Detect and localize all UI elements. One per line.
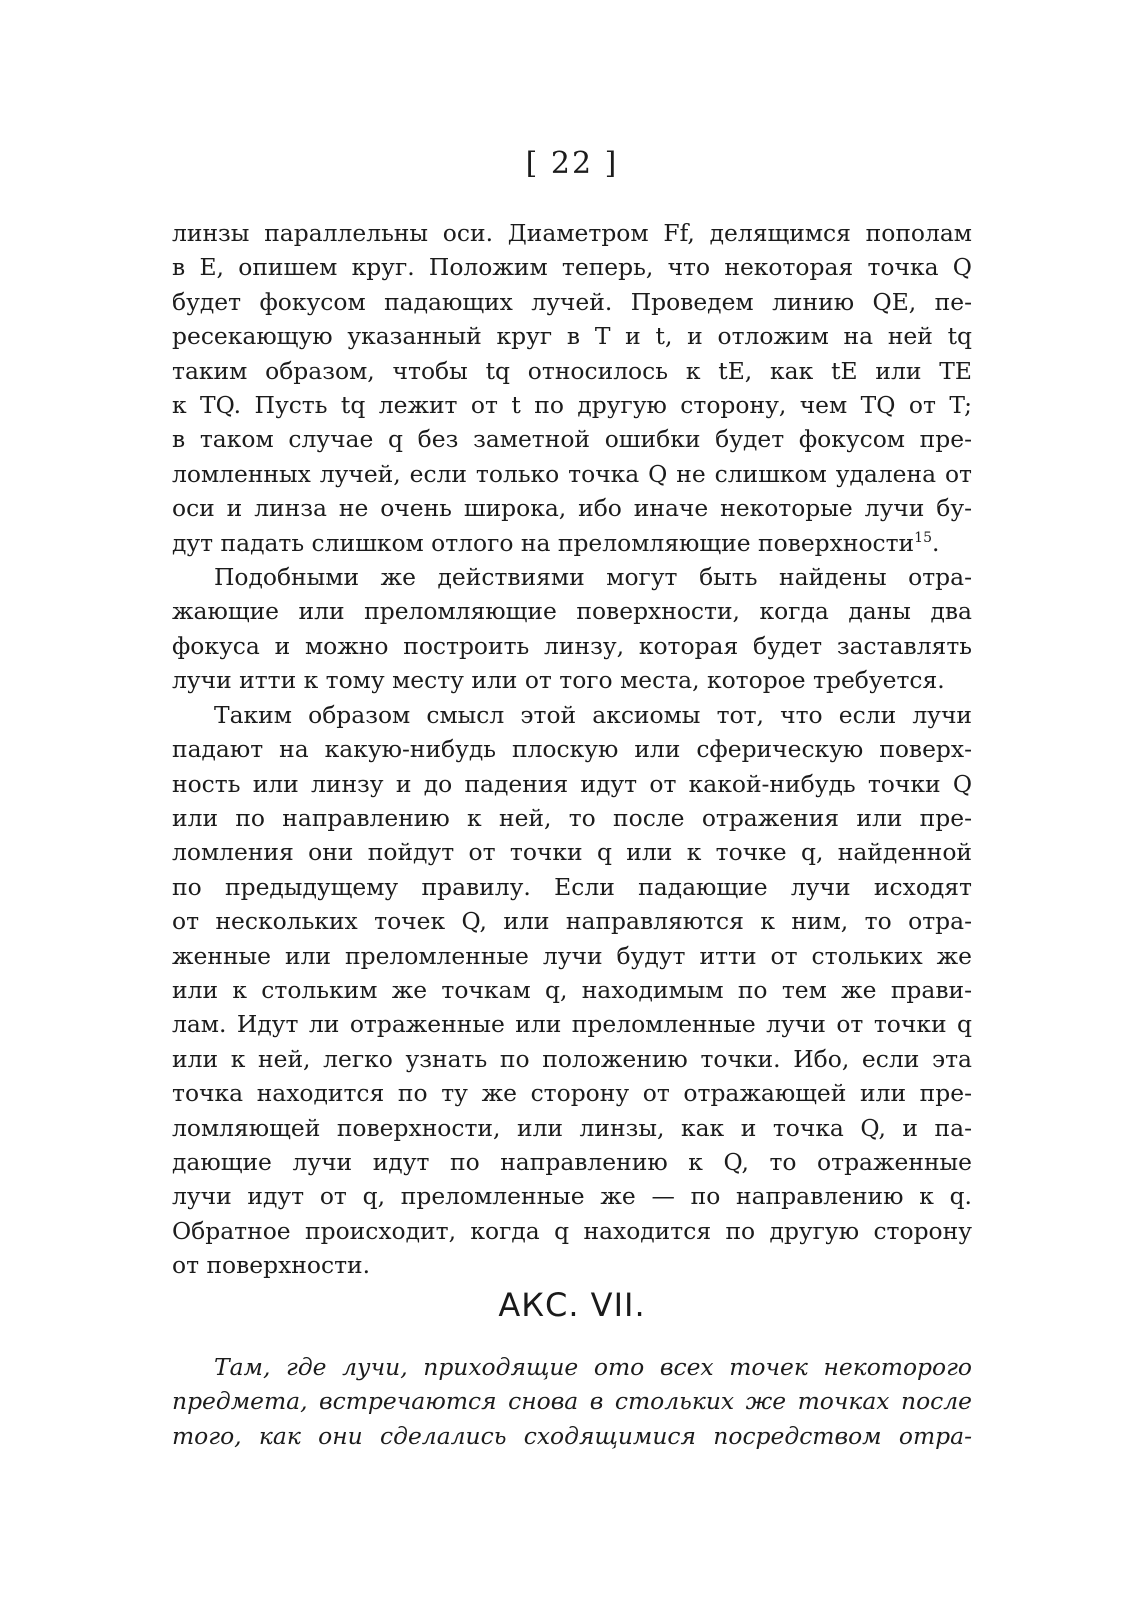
text-line: фокуса и можно построить линзу, которая будет заставлять	[172, 631, 972, 660]
text-line: от нескольких точек Q, или направляются к ним, то отра-	[172, 907, 972, 936]
text-line: Обратное происходит, когда q находится по другую сторону	[172, 1216, 972, 1245]
text-line-with-footnote: дут падать слишком отлого на преломляющие поверхности$^{15}$.	[172, 528, 940, 557]
text-line: женные или преломленные лучи будут итти от стольких же	[172, 941, 972, 970]
text-line: Таким образом смысл этой аксиомы тот, что если лучи	[214, 700, 972, 729]
paragraph-2	[172, 560, 972, 698]
axiom-text	[172, 1350, 972, 1453]
section-heading: АКС. VII.	[498, 1286, 646, 1324]
text-line: к TQ. Пусть tq лежит от t по другую сторону, чем TQ от T;	[172, 391, 972, 420]
book-page	[172, 0, 972, 1613]
paragraph-3	[172, 698, 972, 1283]
text-line: падают на какую-нибудь плоскую или сферическую поверх-	[172, 735, 972, 764]
text-line: будет фокусом падающих лучей. Проведем линию QE, пе-	[172, 287, 972, 316]
axiom-line: того, как они сделались сходящимися посредством отра-	[172, 1421, 972, 1450]
text-line: ность или линзу и до падения идут от какой-нибудь точки Q	[172, 769, 972, 798]
text-line: ломляющей поверхности, или линзы, как и точка Q, и па-	[172, 1113, 972, 1142]
text-line: оси и линза не очень широка, ибо иначе некоторые лучи бу-	[172, 494, 972, 523]
footnote-mark[interactable]: 15	[914, 529, 932, 546]
text-line: или к ней, легко узнать по положению точки. Ибо, если эта	[172, 1044, 972, 1073]
axiom-line: предмета, встречаются снова в стольких же точках после	[172, 1387, 972, 1416]
text-line: по предыдущему правилу. Если падающие лучи исходят	[172, 872, 972, 901]
text-line: точка находится по ту же сторону от отражающей или пре-	[172, 1079, 972, 1108]
text-line: лам. Идут ли отраженные или преломленные лучи от точки q	[172, 1010, 972, 1039]
text-line: от поверхности.	[172, 1251, 371, 1280]
paragraph-1	[172, 216, 972, 560]
text-line: или к стольким же точкам q, находимым по тем же прави-	[172, 975, 972, 1004]
text-line: лучи итти к тому месту или от того места, которое требуется.	[172, 666, 945, 695]
text-line: ресекающую указанный круг в T и t, и отложим на ней tq	[172, 322, 972, 351]
text-line: жающие или преломляющие поверхности, когда даны два	[172, 597, 972, 626]
text-line: в E, опишем круг. Положим теперь, что некоторая точка Q	[172, 253, 972, 282]
text-line: лучи идут от q, преломленные же — по направлению к q.	[172, 1182, 972, 1211]
text-line: или по направлению к ней, то после отражения или пре-	[172, 803, 972, 832]
axiom-line: Там, где лучи, приходящие ото всех точек некоторого	[214, 1353, 972, 1381]
text-line: в таком случае q без заметной ошибки будет фокусом пре-	[172, 425, 972, 454]
text-line: Подобными же действиями могут быть найдены отра-	[214, 563, 972, 592]
text-line: дающие лучи идут по направлению к Q, то отраженные	[172, 1147, 972, 1176]
text-line: ломления они пойдут от точки q или к точке q, найденной	[172, 838, 972, 867]
body-text	[172, 216, 972, 1283]
page-number: [ 22 ]	[525, 146, 619, 181]
text-line: таким образом, чтобы tq относилось к tE, как tE или TE	[172, 356, 972, 385]
text-line: дут падать слишком отлого на преломляющие поверхности	[172, 528, 915, 557]
text-line: ломленных лучей, если только точка Q не слишком удалена от	[172, 459, 972, 488]
text-line: линзы параллельны оси. Диаметром Ff, делящимся пополам	[172, 219, 972, 247]
